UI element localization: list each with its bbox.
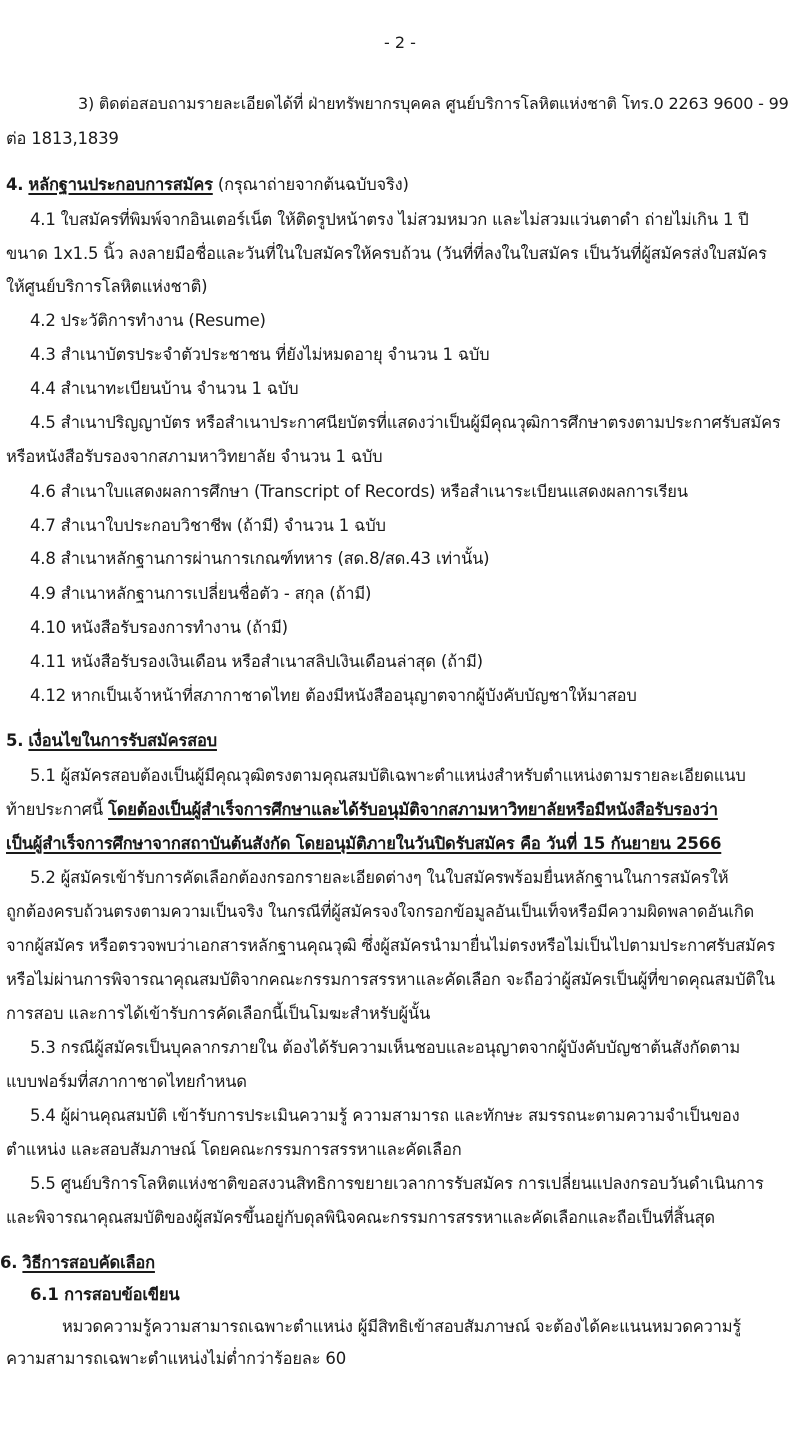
item-5-4-line1: 5.4 ผู้ผ่านคุณสมบัติ เข้ารับการประเมินความรู้ ความสามารถ และทักษะ สมรรถนะตามความจำเป็นของ xyxy=(30,1106,740,1125)
item-4-4: 4.4 สำเนาทะเบียนบ้าน จำนวน 1 ฉบับ xyxy=(30,379,299,398)
item-4-2: 4.2 ประวัติการทำงาน (Resume) xyxy=(30,311,266,330)
item-5-2-line5: การสอบ และการได้เข้ารับการคัดเลือกนี้เป็นโมฆะสำหรับผู้นั้น xyxy=(6,1004,431,1023)
item-6-1-heading: 6.1 การสอบข้อเขียน xyxy=(30,1285,180,1304)
section-6-number: 6. xyxy=(0,1253,18,1272)
item-5-1-line3: เป็นผู้สำเร็จการศึกษาจากสถาบันต้นสังกัด โดยอนุมัติภายในวันปิดรับสมัคร คือ วันที่ 15 กันยายน 2566 xyxy=(6,834,722,853)
item-5-3-line2: แบบฟอร์มที่สภากาชาดไทยกำหนด xyxy=(6,1072,247,1091)
item-5-1-line2 xyxy=(6,799,718,821)
item-4-1-line1: 4.1 ใบสมัครที่พิมพ์จากอินเตอร์เน็ต ให้ติดรูปหน้าตรง ไม่สวมหมวก และไม่สวมแว่นตาดำ ถ่ายไม่เกิน 1 ปี xyxy=(30,210,749,229)
section-4-heading-row xyxy=(6,174,409,196)
item-6-1-line2: ความสามารถเฉพาะตำแหน่งไม่ต่ำกว่าร้อยละ 60 xyxy=(6,1349,347,1368)
s3-item3-line2: ต่อ 1813,1839 xyxy=(6,129,119,148)
item-4-8: 4.8 สำเนาหลักฐานการผ่านการเกณฑ์ทหาร (สด.8/สด.43 เท่านั้น) xyxy=(30,549,490,568)
item-5-1-line1: 5.1 ผู้สมัครสอบต้องเป็นผู้มีคุณวุฒิตรงตามคุณสมบัติเฉพาะตำแหน่งสำหรับตำแหน่งตามรายละเอียดแนบ xyxy=(30,766,746,785)
section-4-heading: หลักฐานประกอบการสมัคร xyxy=(28,175,213,194)
section-6-heading: วิธีการสอบคัดเลือก xyxy=(22,1253,155,1272)
section-5-heading: เงื่อนไขในการรับสมัครสอบ xyxy=(28,731,217,750)
item-4-10: 4.10 หนังสือรับรองการทำงาน (ถ้ามี) xyxy=(30,618,288,637)
item-5-4-line2: ตำแหน่ง และสอบสัมภาษณ์ โดยคณะกรรมการสรรหาและคัดเลือก xyxy=(6,1140,462,1159)
section-5-number: 5. xyxy=(6,731,24,750)
page-number: - 2 - xyxy=(384,33,416,52)
item-5-5-line1: 5.5 ศูนย์บริการโลหิตแห่งชาติขอสงวนสิทธิการขยายเวลาการรับสมัคร การเปลี่ยนแปลงกรอบวันดำเนินการ xyxy=(30,1174,764,1193)
item-4-5-line1: 4.5 สำเนาปริญญาบัตร หรือสำเนาประกาศนียบัตรที่แสดงว่าเป็นผู้มีคุณวุฒิการศึกษาตรงตามประกาศรับสมัคร xyxy=(30,413,781,432)
item-5-2-line4: หรือไม่ผ่านการพิจารณาคุณสมบัติจากคณะกรรมการสรรหาและคัดเลือก จะถือว่าผู้สมัครเป็นผู้ที่ขาดคุณสมบัติใน xyxy=(6,970,775,989)
section-4-note: (กรุณาถ่ายจากต้นฉบับจริง) xyxy=(212,175,409,194)
item-5-2-line2: ถูกต้องครบถ้วนตรงตามความเป็นจริง ในกรณีที่ผู้สมัครจงใจกรอกข้อมูลอันเป็นเท็จหรือมีความผิดพลาดอันเกิด xyxy=(6,902,755,921)
section-5-heading-row xyxy=(6,730,217,752)
item-4-12: 4.12 หากเป็นเจ้าหน้าที่สภากาชาดไทย ต้องมีหนังสืออนุญาตจากผู้บังคับบัญชาให้มาสอบ xyxy=(30,686,637,705)
item-5-3-line1: 5.3 กรณีผู้สมัครเป็นบุคลากรภายใน ต้องได้รับความเห็นชอบและอนุญาตจากผู้บังคับบัญชาต้นสังกัดตาม xyxy=(30,1038,741,1057)
item-5-1-line2-bold: โดยต้องเป็นผู้สำเร็จการศึกษาและได้รับอนุมัติจากสภามหาวิทยาลัยหรือมีหนังสือรับรองว่า xyxy=(108,800,718,819)
item-4-9: 4.9 สำเนาหลักฐานการเปลี่ยนชื่อตัว - สกุล (ถ้ามี) xyxy=(30,584,372,603)
section-6-heading-row xyxy=(0,1252,155,1274)
section-4-number: 4. xyxy=(6,175,24,194)
item-4-7: 4.7 สำเนาใบประกอบวิชาชีพ (ถ้ามี) จำนวน 1 ฉบับ xyxy=(30,516,386,535)
item-5-1-line2-plain: ท้ายประกาศนี้ xyxy=(6,800,109,819)
item-4-1-line2: ขนาด 1x1.5 นิ้ว ลงลายมือชื่อและวันที่ในใบสมัครให้ครบถ้วน (วันที่ที่ลงในใบสมัคร เป็นวันที่ผู้สมัครส่งใบสมัคร xyxy=(6,244,767,263)
s3-item3-line1: 3) ติดต่อสอบถามรายละเอียดได้ที่ ฝ่ายทรัพยากรบุคคล ศูนย์บริการโลหิตแห่งชาติ โทร.0 2263 9600 - 99 xyxy=(78,94,789,113)
item-6-1-line1: หมวดความรู้ความสามารถเฉพาะตำแหน่ง ผู้มีสิทธิเข้าสอบสัมภาษณ์ จะต้องได้คะแนนหมวดความรู้ xyxy=(62,1317,742,1336)
item-4-6: 4.6 สำเนาใบแสดงผลการศึกษา (Transcript of Records) หรือสำเนาระเบียนแสดงผลการเรียน xyxy=(30,482,688,501)
item-5-2-line3: จากผู้สมัคร หรือตรวจพบว่าเอกสารหลักฐานคุณวุฒิ ซึ่งผู้สมัครนำมายื่นไม่ตรงหรือไม่เป็นไปตามประกาศรับสมัคร xyxy=(6,936,776,955)
item-5-5-line2: และพิจารณาคุณสมบัติของผู้สมัครขึ้นอยู่กับดุลพินิจคณะกรรมการสรรหาและคัดเลือกและถือเป็นที่สิ้นสุด xyxy=(6,1208,715,1227)
item-5-2-line1: 5.2 ผู้สมัครเข้ารับการคัดเลือกต้องกรอกรายละเอียดต่างๆ ในใบสมัครพร้อมยื่นหลักฐานในการสมัครให้ xyxy=(30,868,729,887)
item-4-3: 4.3 สำเนาบัตรประจำตัวประชาชน ที่ยังไม่หมดอายุ จำนวน 1 ฉบับ xyxy=(30,345,490,364)
item-4-11: 4.11 หนังสือรับรองเงินเดือน หรือสำเนาสลิปเงินเดือนล่าสุด (ถ้ามี) xyxy=(30,652,483,671)
item-4-1-line3: ให้ศูนย์บริการโลหิตแห่งชาติ) xyxy=(6,277,208,296)
item-4-5-line2: หรือหนังสือรับรองจากสภามหาวิทยาลัย จำนวน 1 ฉบับ xyxy=(6,447,383,466)
